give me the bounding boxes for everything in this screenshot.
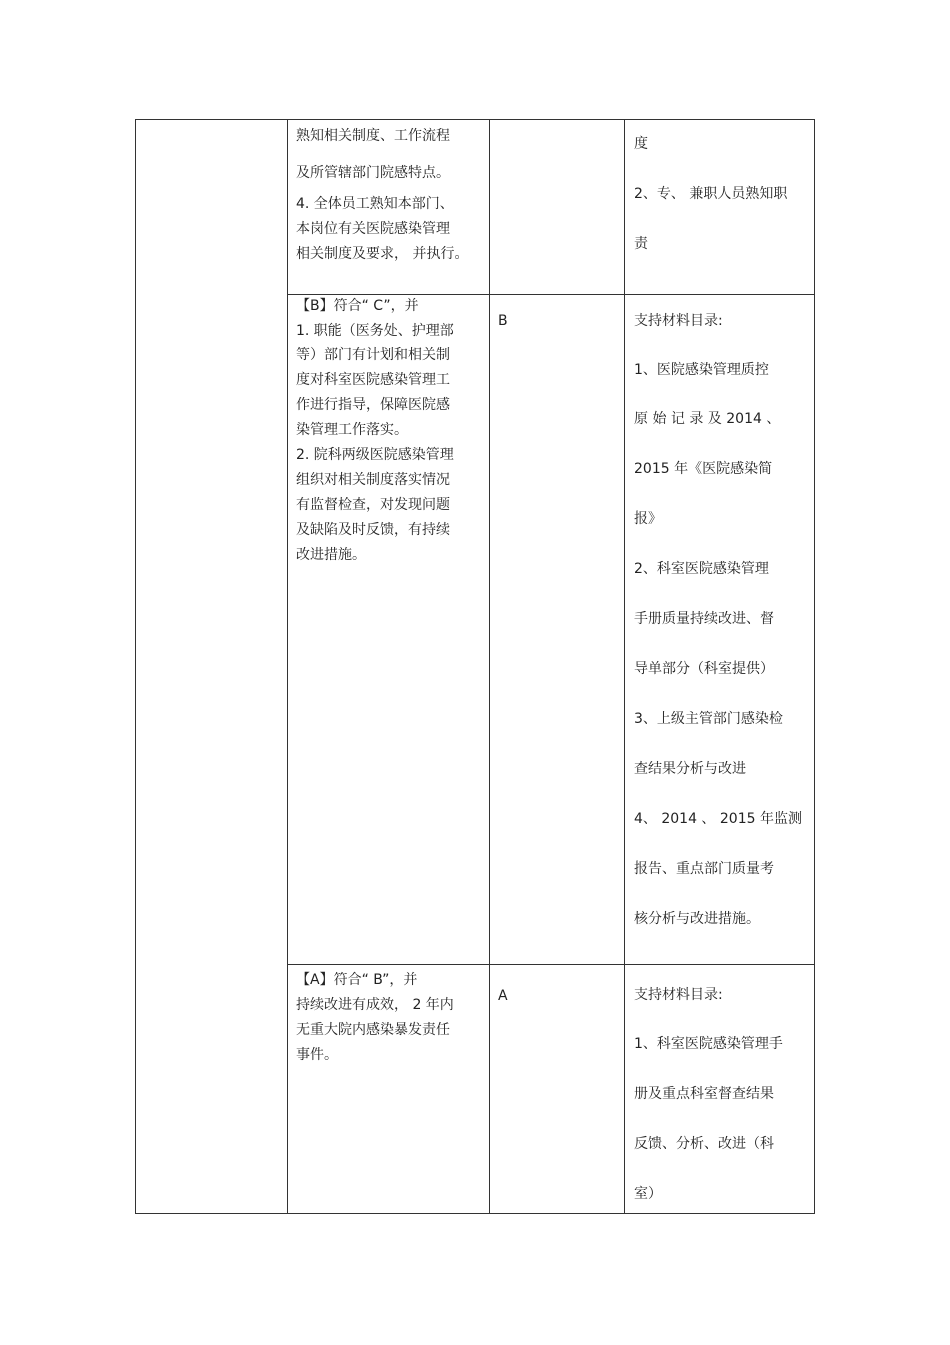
row2-materials-line-7: 手册质量持续改进、督 <box>634 611 774 627</box>
row2-criteria-line-3: 等）部门有计划和相关制 <box>296 347 450 363</box>
row1-materials-line-3: 责 <box>634 236 648 252</box>
row2-materials-line-9: 3、上级主管部门感染检 <box>634 711 783 727</box>
row2-materials-line-6: 2、科室医院感染管理 <box>634 561 769 577</box>
row2-materials-line-12: 报告、重点部门质量考 <box>634 861 774 877</box>
row2-materials-line-11: 4、 2014 、 2015 年监测 <box>634 811 802 827</box>
column-divider-3 <box>624 119 625 1214</box>
row2-criteria-line-7: 2. 院科两级医院感染管理 <box>296 447 454 463</box>
row3-criteria-line-4: 事件。 <box>296 1047 338 1063</box>
row3-criteria-line-3: 无重大院内感染暴发责任 <box>296 1022 450 1038</box>
row1-materials-line-2: 2、专、 兼职人员熟知职 <box>634 186 788 202</box>
column-divider-2 <box>489 119 490 1214</box>
row2-materials-line-5: 报》 <box>634 511 662 527</box>
row1-criteria-line-3: 4. 全体员工熟知本部门、 <box>296 196 454 212</box>
row2-criteria-line-11: 改进措施。 <box>296 547 366 563</box>
row2-criteria-line-2: 1. 职能（医务处、护理部 <box>296 323 454 339</box>
row3-materials-line-5: 室） <box>634 1186 662 1202</box>
row2-materials-line-3: 原 始 记 录 及 2014 、 <box>634 411 781 427</box>
row2-criteria-line-10: 及缺陷及时反馈，有持续 <box>296 522 450 538</box>
row3-grade: A <box>498 988 508 1004</box>
row2-materials-line-4: 2015 年《医院感染简 <box>634 461 773 477</box>
row-divider-1 <box>287 294 815 295</box>
row3-materials-line-1: 支持材料目录: <box>634 987 723 1003</box>
row-divider-2 <box>287 964 815 965</box>
row2-materials-line-2: 1、医院感染管理质控 <box>634 362 769 378</box>
row2-criteria-line-1: 【B】符合“ C”，并 <box>296 298 419 314</box>
row1-criteria-line-4: 本岗位有关医院感染管理 <box>296 221 450 237</box>
table-bottom-border <box>135 1213 815 1214</box>
row2-criteria-line-9: 有监督检查，对发现问题 <box>296 497 450 513</box>
column-divider-1 <box>287 119 288 1214</box>
row3-materials-line-3: 册及重点科室督查结果 <box>634 1086 774 1102</box>
row3-criteria-line-2: 持续改进有成效， 2 年内 <box>296 997 454 1013</box>
table-top-border <box>135 119 815 120</box>
row2-grade: B <box>498 313 508 329</box>
row3-materials-line-2: 1、科室医院感染管理手 <box>634 1036 783 1052</box>
row1-criteria-line-1: 熟知相关制度、工作流程 <box>296 128 450 144</box>
row1-criteria-line-5: 相关制度及要求， 并执行。 <box>296 246 469 262</box>
row2-materials-line-10: 查结果分析与改进 <box>634 761 746 777</box>
row2-criteria-line-8: 组织对相关制度落实情况 <box>296 472 450 488</box>
row3-materials-line-4: 反馈、分析、改进（科 <box>634 1136 774 1152</box>
row2-criteria-line-4: 度对科室医院感染管理工 <box>296 372 450 388</box>
row3-criteria-line-1: 【A】符合“ B”，并 <box>296 972 418 988</box>
row2-materials-line-1: 支持材料目录: <box>634 313 723 329</box>
table-left-border <box>135 119 136 1214</box>
row2-materials-line-8: 导单部分（科室提供） <box>634 661 774 677</box>
table-right-border <box>814 119 815 1214</box>
row2-criteria-line-6: 染管理工作落实。 <box>296 422 408 438</box>
row2-criteria-line-5: 作进行指导，保障医院感 <box>296 397 450 413</box>
row1-materials-line-1: 度 <box>634 136 648 152</box>
row2-materials-line-13: 核分析与改进措施。 <box>634 911 760 927</box>
row1-criteria-line-2: 及所管辖部门院感特点。 <box>296 165 450 181</box>
